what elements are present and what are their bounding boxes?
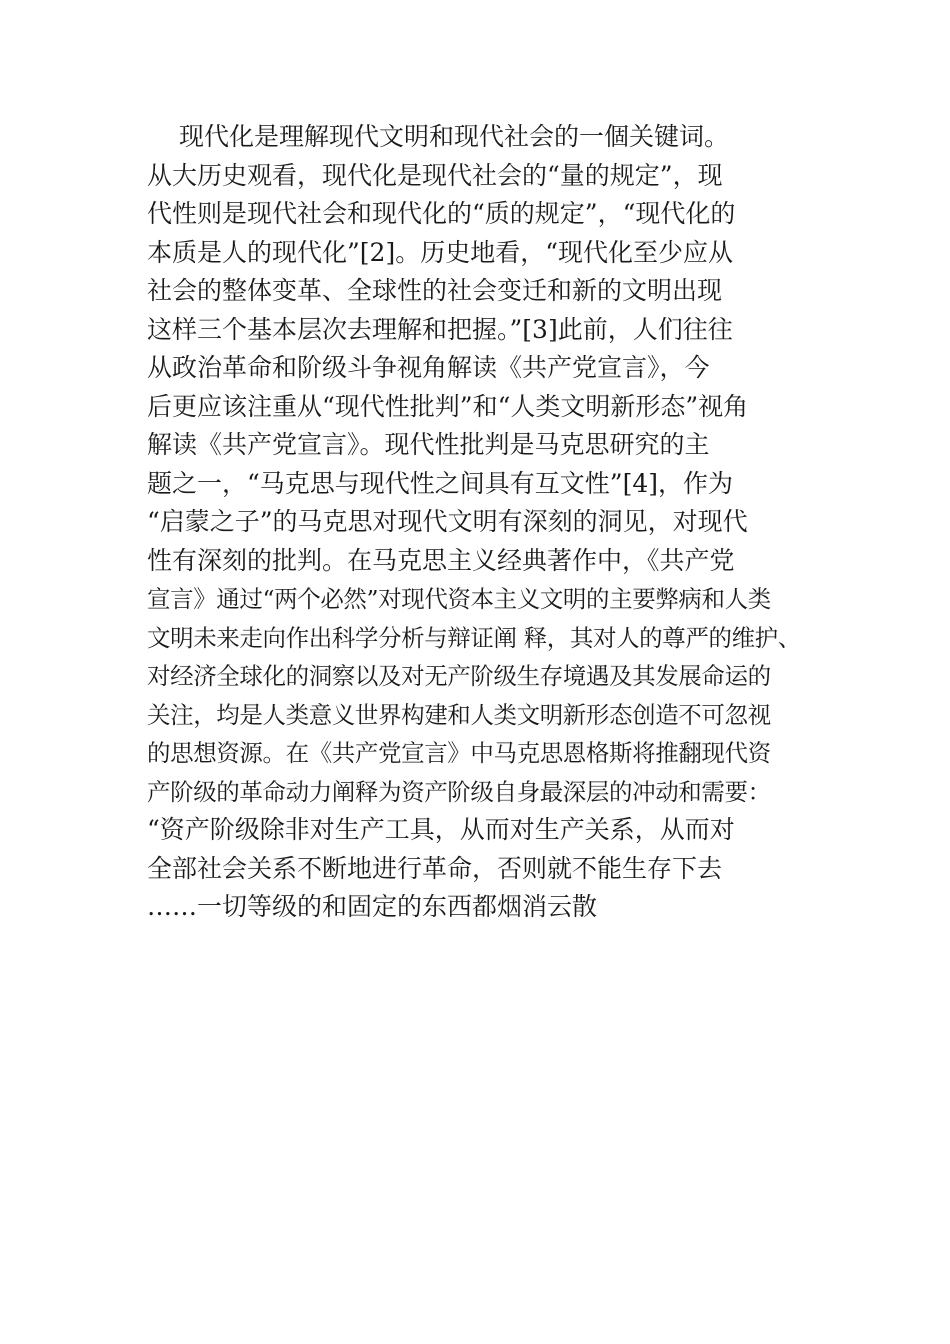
text-line: 本质是人的现代化”[2]。历史地看，“现代化至少应从 (147, 237, 733, 267)
text-line: 关注，均是人类意义世界构建和人类文明新形态创造不可忽视 (147, 700, 771, 729)
text-line: 现代化是理解现代文明和现代社会的一個关键词。 (179, 122, 730, 151)
text-line: 从大历史观看，现代化是现代社会的“量的规定”，现 (147, 160, 723, 190)
text-line: 解读《共产党宣言》。现代性批判是马克思研究的主 (147, 430, 710, 459)
text-line: 后更应该注重从“现代性批判”和“人类文明新形态”视角 (147, 391, 749, 421)
text-line: 性有深刻的批判。在马克思主义经典著作中，《共产党 (147, 545, 735, 575)
text-line: 题之一，“马克思与现代性之间具有互文性”[4]，作为 (147, 468, 733, 498)
text-line: 社会的整体变革、全球性的社会变迁和新的文明出现 (147, 276, 723, 305)
text-line: 文明未来走向作出科学分析与辩证阐 释，其对人的尊严的维护、 (147, 623, 801, 652)
text-line: 代性则是现代社会和现代化的“质的规定”，“现代化的 (147, 199, 736, 228)
text-line: 对经济全球化的洞察以及对无产阶级生存境遇及其发展命运的 (147, 662, 771, 690)
text-line: 全部社会关系不断地进行革命，否则就不能生存下去 (147, 853, 723, 883)
text-line: 宣言》通过“两个必然”对现代资本主义文明的主要弊病和人类 (147, 585, 771, 613)
text-line: ……一切等级的和固定的东西都烟消云散 (147, 892, 598, 921)
body-paragraph (147, 118, 807, 927)
text-line: 的思想资源。在《共产党宣言》中马克思恩格斯将推翻现代资 (147, 739, 771, 767)
text-line: 从政治革命和阶级斗争视角解读《共产党宣言》，今 (147, 353, 710, 382)
text-line: 产阶级的革命动力阐释为资产阶级自身最深层的冲动和需要： (147, 777, 771, 806)
text-line: “资产阶级除非对生产工具，从而对生产关系，从而对 (147, 815, 735, 844)
text-line: 这样三个基本层次去理解和把握。”[3]此前，人们往往 (147, 314, 733, 344)
text-line: “启蒙之子”的马克思对现代文明有深刻的洞见，对现代 (147, 507, 748, 536)
